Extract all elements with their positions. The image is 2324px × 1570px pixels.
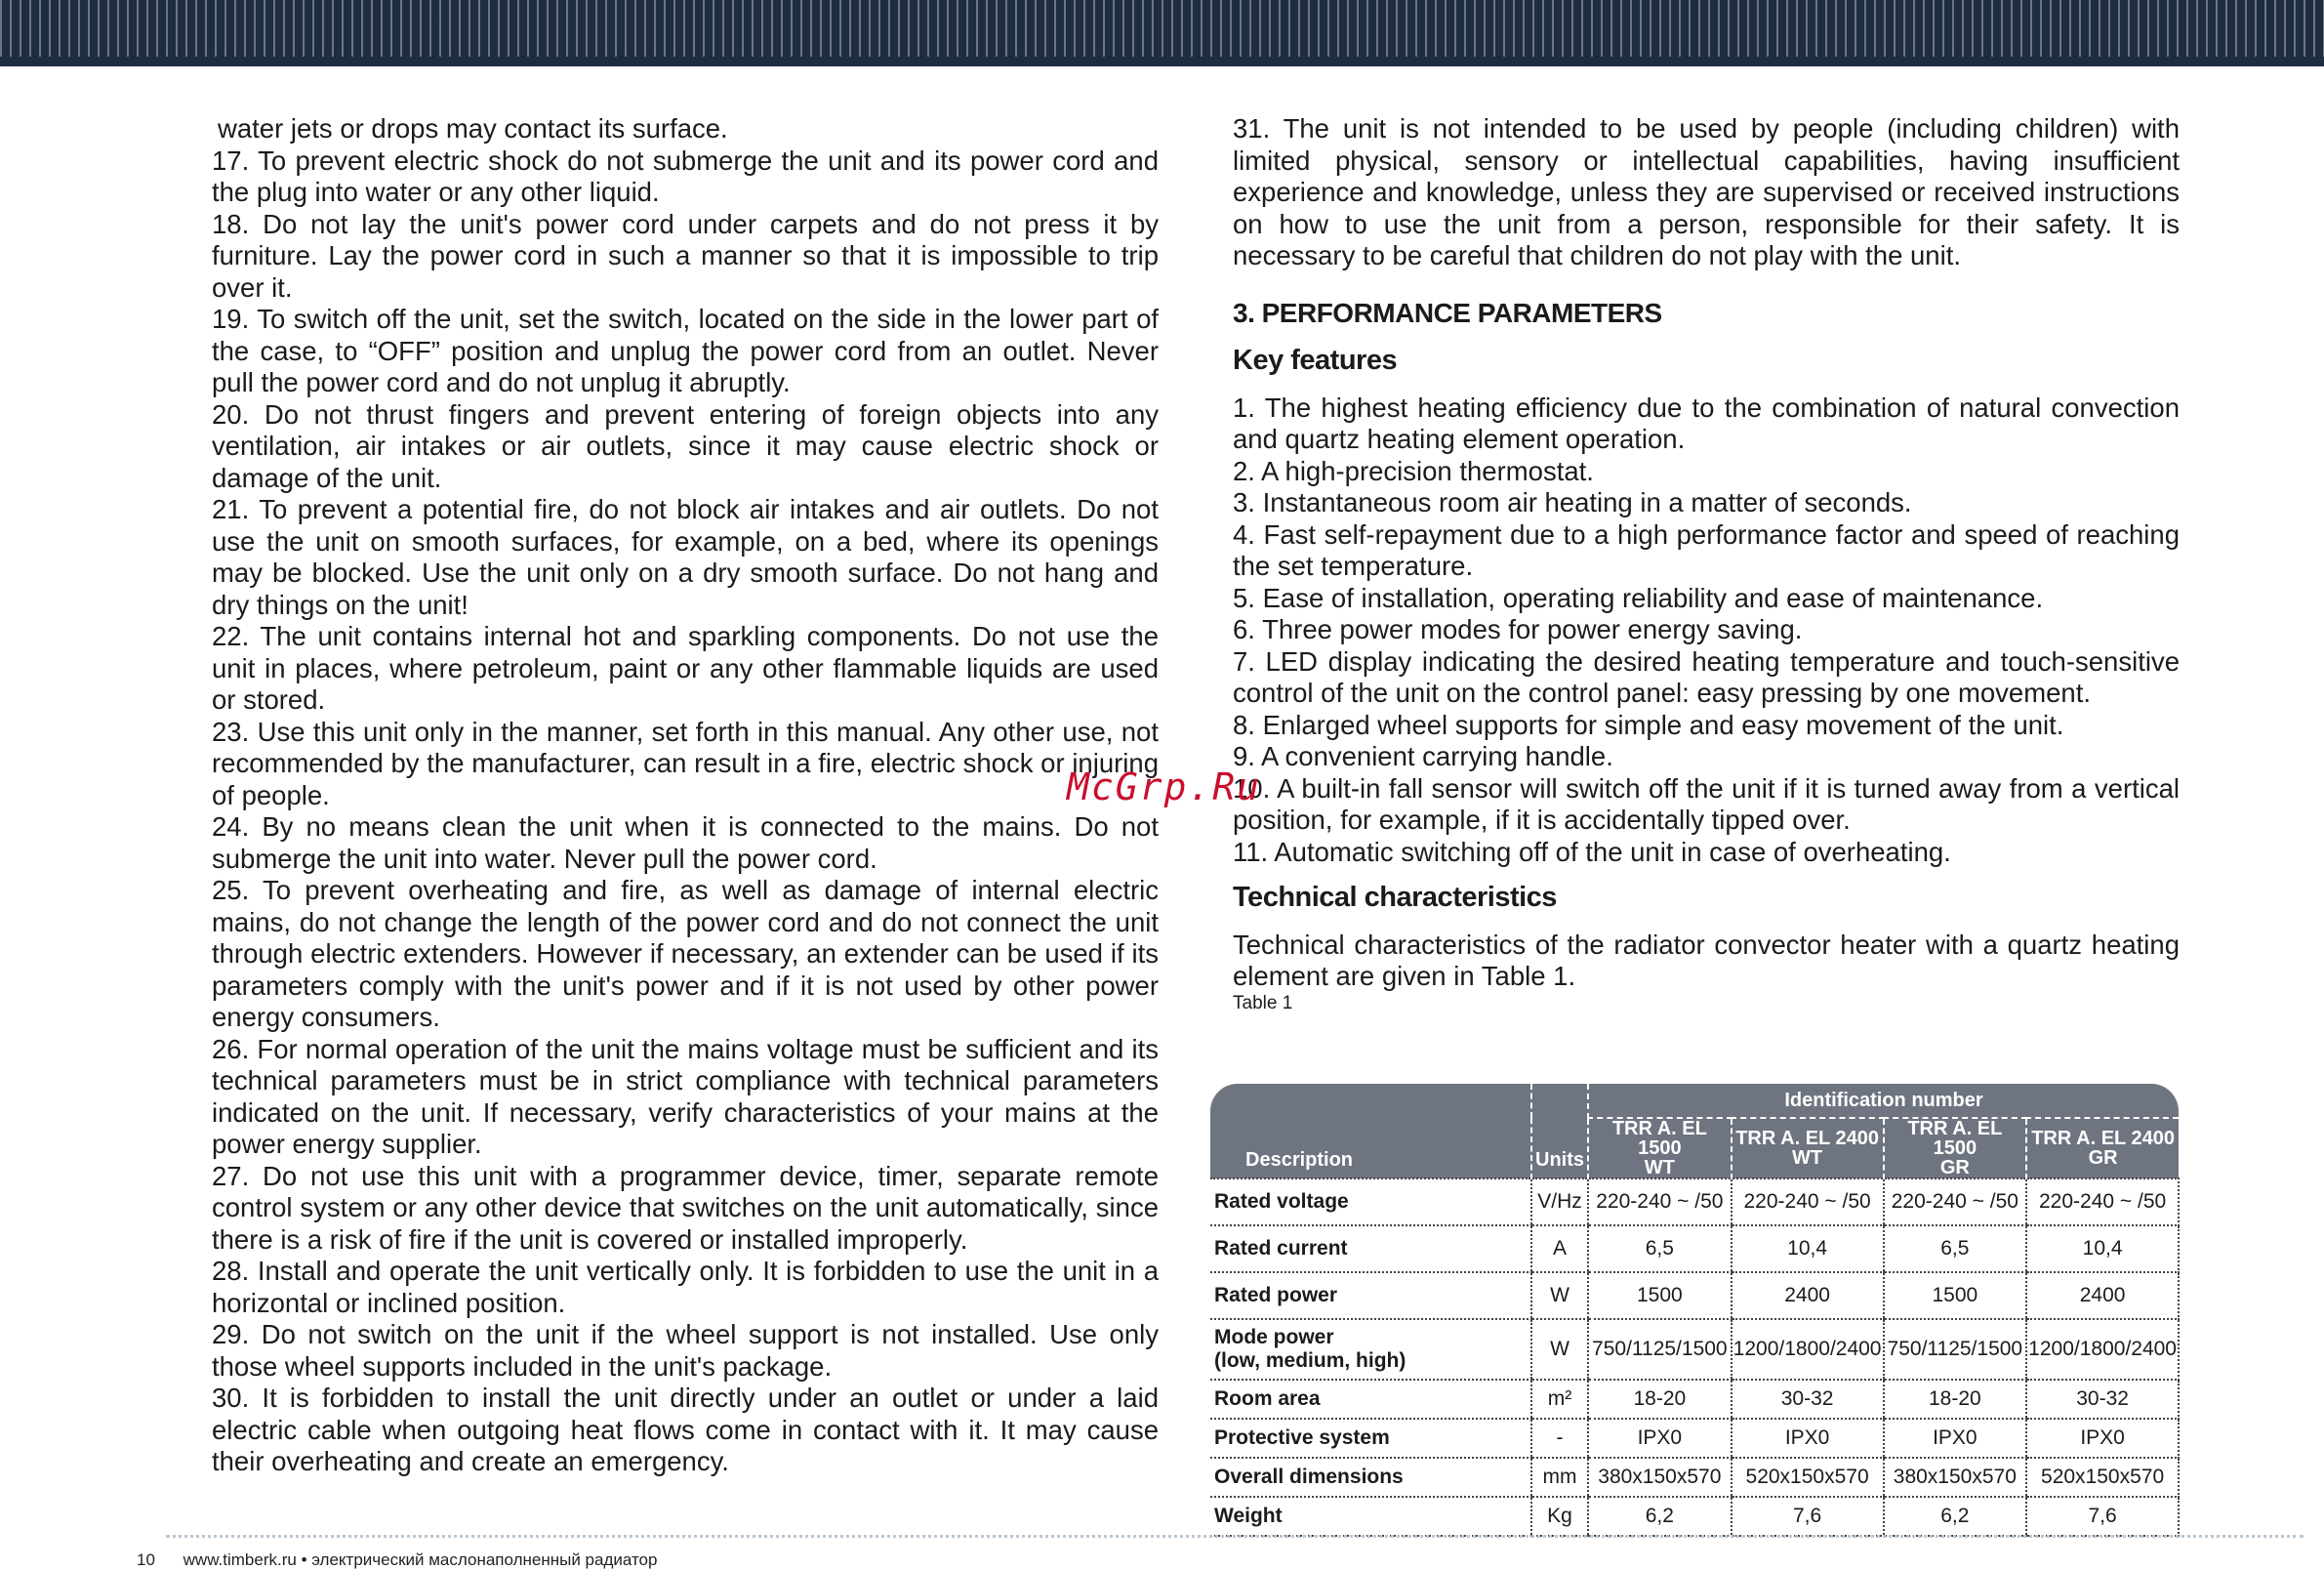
feature-item: 1. The highest heating efficiency due to the combination of natural convection and quartz heating element operation. — [1233, 392, 2180, 454]
table-label: Table 1 — [1233, 992, 1293, 1013]
feature-item: 5. Ease of installation, operating reliability and ease of maintenance. — [1233, 582, 2044, 613]
table-row: Rated voltage V/Hz 220-240 ~ /50 220-240 ~ /50 220-240 ~ /50 220-240 ~ /50 — [1210, 1178, 2179, 1225]
paragraph: water jets or drops may contact its surface. — [218, 113, 728, 144]
watermark-text: McGrp.Ru — [1067, 765, 1262, 808]
page-number: 10 — [137, 1550, 155, 1569]
paragraph: 18. Do not lay the unit's power cord under carpets and do not press it by furniture. Lay the power cord in such a manner so that it is impossible to trip over it. — [212, 208, 1159, 303]
table-row: Mode power (low, medium, high) W 750/1125/1500 1200/1800/2400 750/1125/1500 1200/1800/2400 — [1210, 1319, 2179, 1380]
paragraph: 21. To prevent a potential fire, do not block air intakes and air outlets. Do not use the unit on smooth surfaces, for example, on a bed, where its openings may be blocked. Use the unit only on a dry smooth surface. Do not hang and dry things on the unit! — [212, 494, 1159, 620]
paragraph: 27. Do not use this unit with a programmer device, timer, separate remote control system or any other device that switches on the unit automatically, since there is a risk of fire if the unit is covered or installed improperly. — [212, 1160, 1159, 1255]
specs-table — [1210, 1084, 2180, 1537]
feature-item: 2. A high-precision thermostat. — [1233, 455, 1594, 486]
table-row: Overall dimensions mm 380x150x570 520x150x570 380x150x570 520x150x570 — [1210, 1458, 2179, 1497]
feature-item: 11. Automatic switching off of the unit in case of overheating. — [1233, 836, 1951, 867]
feature-item: 9. A convenient carrying handle. — [1233, 741, 1613, 771]
right-column — [1233, 113, 2180, 1014]
left-column — [212, 113, 1159, 1478]
table-row: Rated power W 1500 2400 1500 2400 — [1210, 1272, 2179, 1319]
header-model: TRR A. EL 1500 GR — [1884, 1118, 2027, 1178]
paragraph: 24. By no means clean the unit when it is connected to the mains. Do not submerge the unit into water. Never pull the power cord. — [212, 811, 1159, 874]
paragraph: Technical characteristics of the radiator convector heater with a quartz heating element are given in Table 1. — [1233, 929, 2180, 991]
table-row: Rated current A 6,5 10,4 6,5 10,4 — [1210, 1225, 2179, 1272]
paragraph: 22. The unit contains internal hot and sparkling components. Do not use the unit in places, where petroleum, paint or any other flammable liquids are used or stored. — [212, 621, 1159, 715]
feature-item: 8. Enlarged wheel supports for simple and easy movement of the unit. — [1233, 709, 2064, 740]
feature-item: 7. LED display indicating the desired heating temperature and touch-sensitive control of the unit on the control panel: easy pressing by one movement. — [1233, 645, 2180, 708]
page-footer — [137, 1550, 657, 1570]
feature-item: 10. A built-in fall sensor will switch off the unit if it is turned away from a vertical position, for example, if it is accidentally tipped over. — [1233, 772, 2180, 835]
paragraph: 23. Use this unit only in the manner, set forth in this manual. Any other use, not recommended by the manufacturer, can result in a fire, electric shock or injuring of people. — [212, 716, 1159, 810]
footer-divider — [166, 1535, 2304, 1538]
header-identification: Identification number — [1588, 1084, 2179, 1118]
feature-item: 6. Three power modes for power energy saving. — [1233, 614, 1803, 644]
header-model: TRR A. EL 2400 WT — [1732, 1118, 1884, 1178]
paragraph: 28. Install and operate the unit vertically only. It is forbidden to use the unit in a horizontal or inclined position. — [212, 1256, 1159, 1318]
paragraph: 30. It is forbidden to install the unit directly under an outlet or under a laid electric cable when outgoing heat flows come in contact with it. It may cause their overheating and create an emergency. — [212, 1383, 1159, 1476]
subsection-title: Key features — [1233, 345, 1398, 376]
header-model: TRR A. EL 1500 WT — [1588, 1118, 1732, 1178]
table-row: Weight Kg 6,2 7,6 6,2 7,6 — [1210, 1497, 2179, 1536]
section-title: 3. PERFORMANCE PARAMETERS — [1233, 297, 1662, 328]
feature-item: 3. Instantaneous room air heating in a matter of seconds. — [1233, 487, 1912, 517]
paragraph: 29. Do not switch on the unit if the wheel support is not installed. Use only those wheel supports included in the unit's package. — [212, 1319, 1159, 1382]
table-row: Protective system - IPX0 IPX0 IPX0 IPX0 — [1210, 1419, 2179, 1458]
paragraph: 26. For normal operation of the unit the mains voltage must be sufficient and its technical parameters must be in strict compliance with technical parameters indicated on the unit. If necessary, verify characteristics of your mains at the power energy supplier. — [212, 1033, 1159, 1159]
feature-item: 4. Fast self-repayment due to a high performance factor and speed of reaching the set temperature. — [1233, 518, 2180, 581]
header-stripe-bar — [0, 0, 2324, 66]
paragraph: 17. To prevent electric shock do not submerge the unit and its power cord and the plug into water or any other liquid. — [212, 145, 1159, 207]
paragraph: 19. To switch off the unit, set the switch, located on the side in the lower part of the case, to “OFF” position and unplug the power cord from an outlet. Never pull the power cord and do not unplug it abruptly. — [212, 304, 1159, 397]
header-description: Description — [1210, 1084, 1531, 1178]
paragraph: 25. To prevent overheating and fire, as well as damage of internal electric mains, do not change the length of the power cord and do not connect the unit through electric extenders. However if necessary, an extender can be used if its parameters comply with the unit's power and if it is not used by other power energy consumers. — [212, 875, 1159, 1032]
paragraph: 31. The unit is not intended to be used by people (including children) with limited physical, sensory or intellectual capabilities, having insufficient experience and knowledge, unless they are supervised or received instructions on how to use the unit from a person, responsible for their safety. It is necessary to be careful that children do not play with the unit. — [1233, 113, 2180, 270]
table-row: Room area m² 18-20 30-32 18-20 30-32 — [1210, 1380, 2179, 1419]
header-model: TRR A. EL 2400 GR — [2026, 1118, 2179, 1178]
paragraph: 20. Do not thrust fingers and prevent entering of foreign objects into any ventilation, air intakes or air outlets, since it may cause electric shock or damage of the unit. — [212, 398, 1159, 493]
footer-text: www.timberk.ru • электрический маслонаполненный радиатор — [183, 1550, 658, 1569]
header-units: Units — [1531, 1084, 1588, 1178]
subsection-title: Technical characteristics — [1233, 882, 1557, 913]
